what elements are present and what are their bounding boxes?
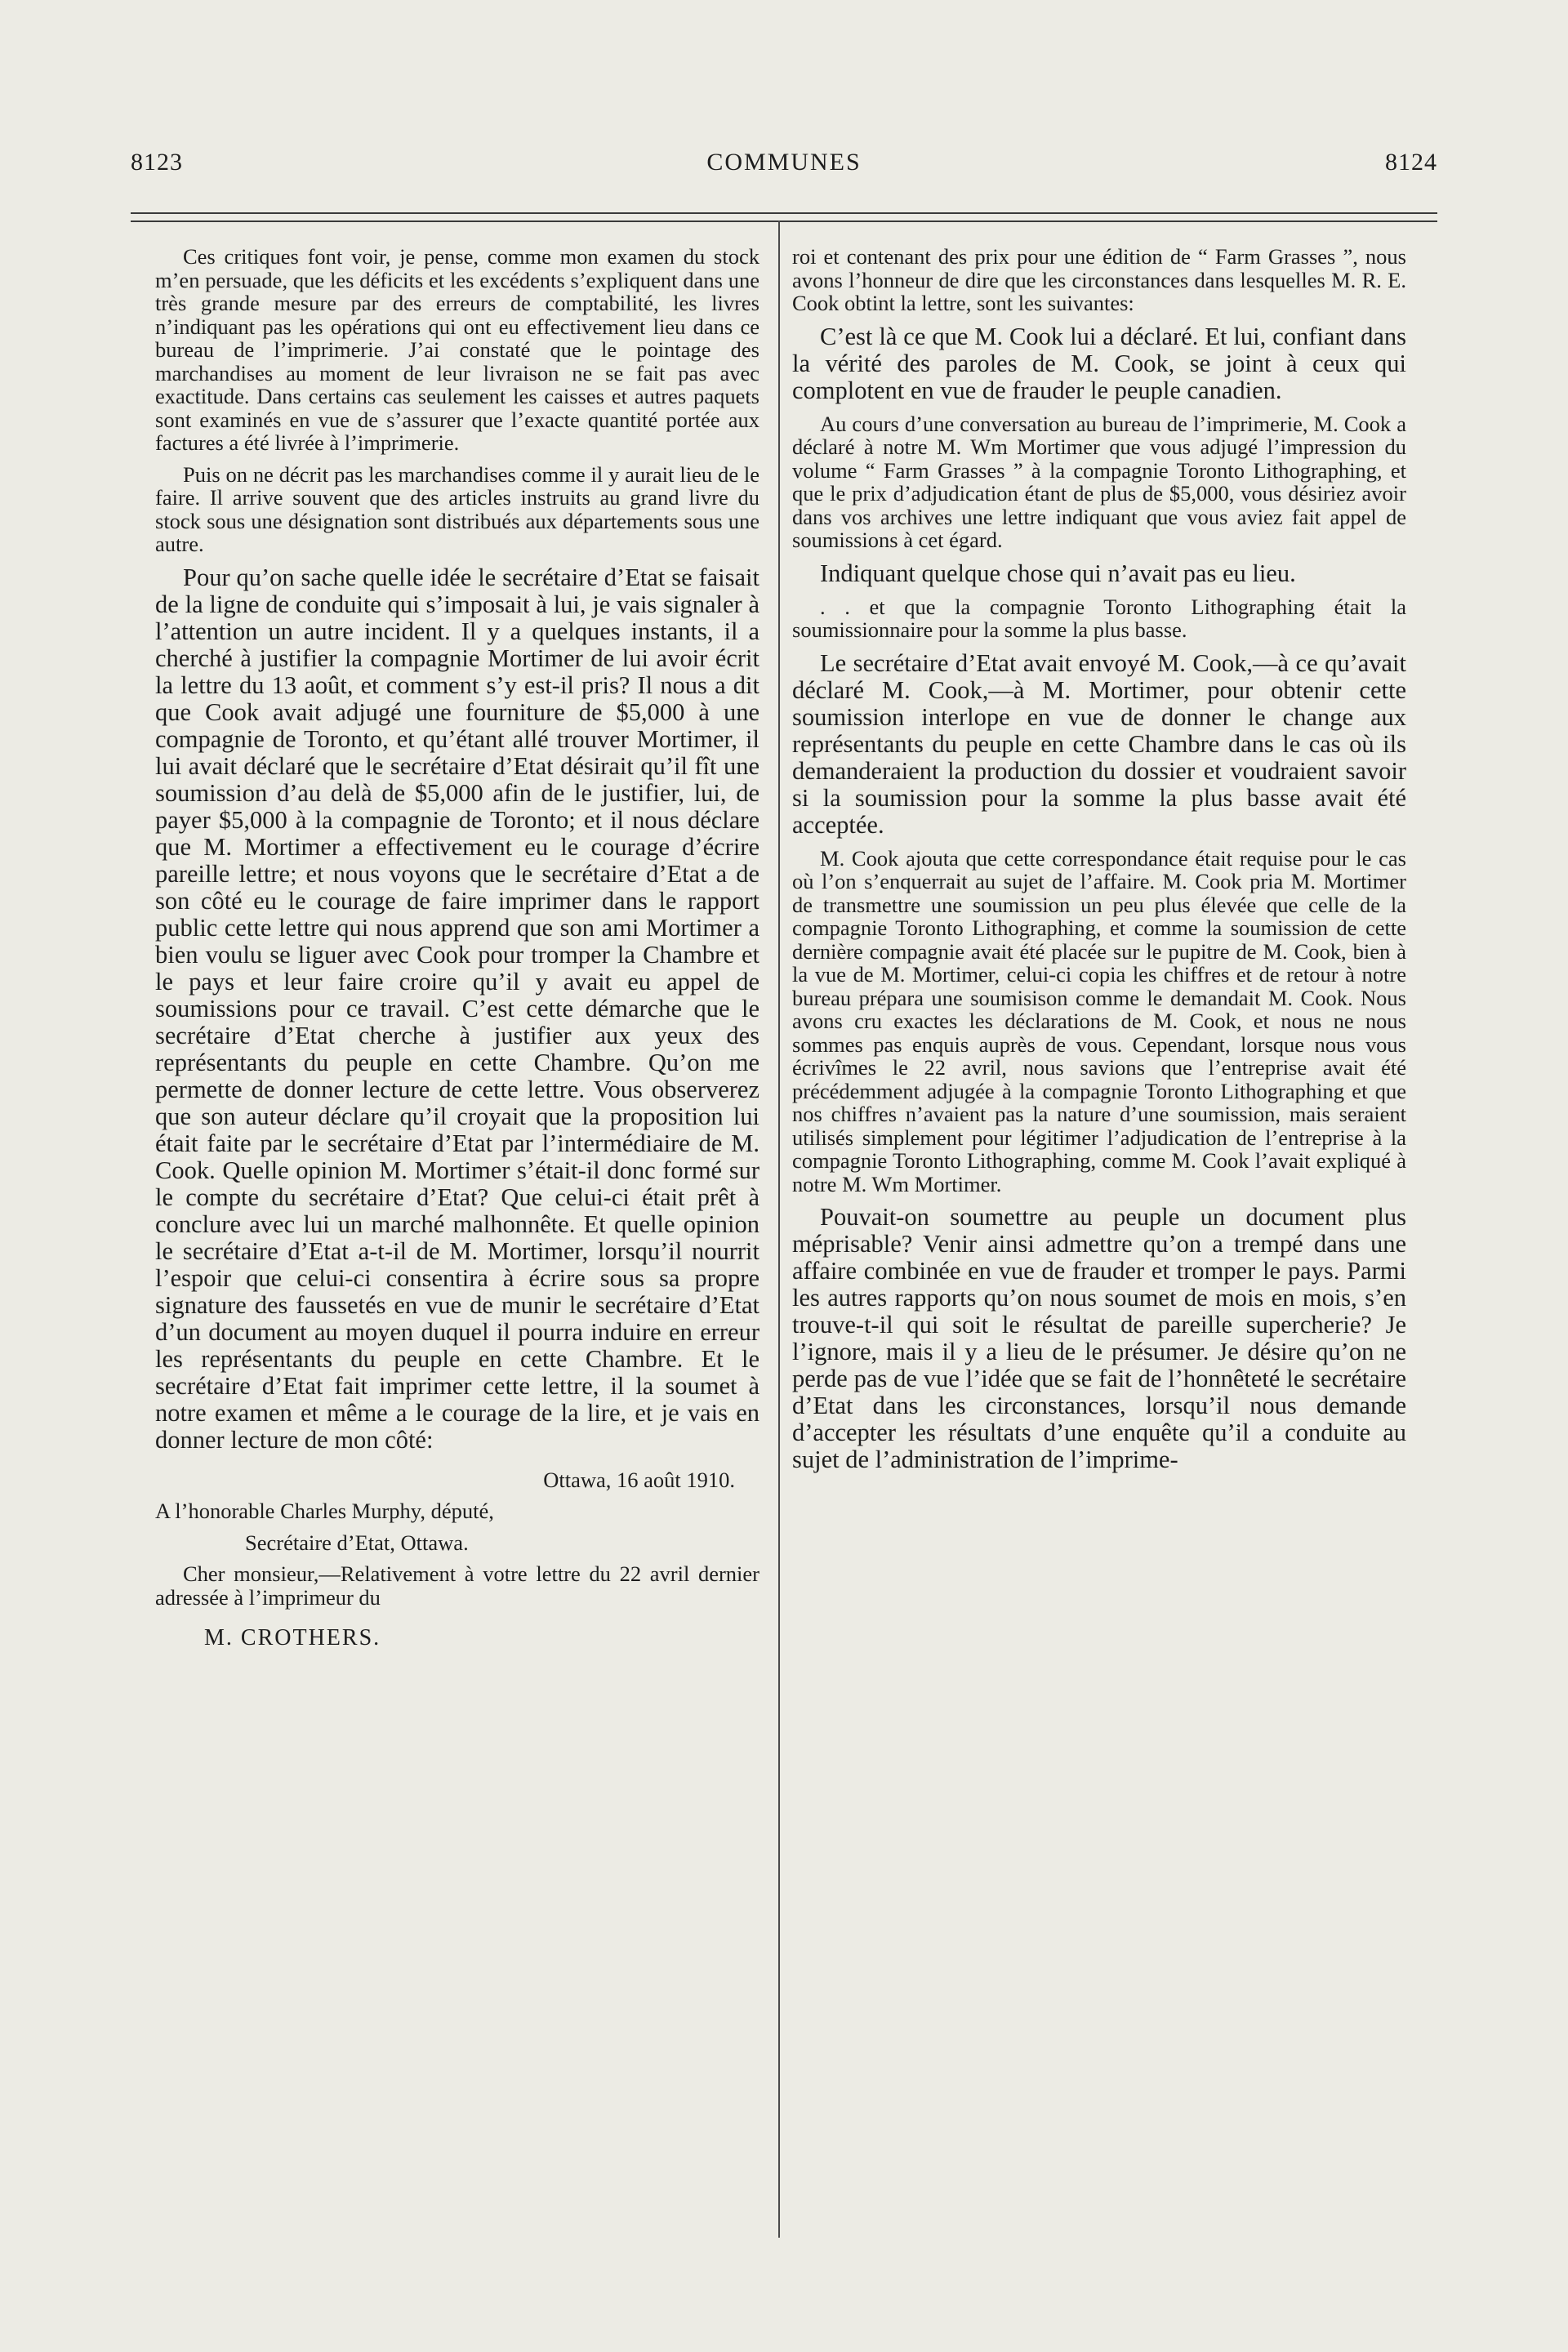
- paragraph: . . et que la compagnie Toronto Lithographing était la soumissionnaire pour la somme la plus basse.: [792, 594, 1406, 642]
- left-page-number: 8123: [131, 149, 183, 176]
- letter-date: Ottawa, 16 août 1910.: [543, 1467, 735, 1492]
- paragraph: Le secrétaire d’Etat avait envoyé M. Cook,—à ce qu’avait déclaré M. Cook,—à M. Mortimer, pour obtenir cette soumission interlope en vue de donner le change aux représentants du peuple en cette Chambre dans le cas où ils demanderaient la production du dossier et voudraient savoir si la soumission pour la somme la plus basse avait été acceptée.: [792, 648, 1406, 839]
- letter-address-line-2: Secrétaire d’Etat, Ottawa.: [245, 1530, 469, 1555]
- left-column: [155, 245, 760, 1651]
- page-header: [131, 149, 1437, 189]
- letter-address: A l’honorable Charles Murphy, député,: [155, 1499, 494, 1523]
- paragraph: Au cours d’une conversation au bureau de l’imprimerie, M. Cook a déclaré à notre M. Wm Mortimer que vous adjugé l’impression du volume “ Farm Grasses ” à la compagnie Toronto Lithographing, et que le prix d’adjudication étant de plus de $5,000, vous désiriez avoir dans vos archives une lettre indiquant que vous aviez fait appel de soumissions à cet égard.: [792, 411, 1406, 552]
- header-rule-top: [131, 212, 1437, 214]
- paragraph: C’est là ce que M. Cook lui a déclaré. Et lui, confiant dans la vérité des paroles de M. Cook, se joint à ceux qui complotent en vue de frauder le peuple canadien.: [792, 322, 1406, 404]
- paragraph: M. Cook ajouta que cette correspondance était requise pour le cas où l’on s’enquerrait au sujet de l’affaire. M. Cook pria M. Mortimer de transmettre une soumission un peu plus élevée que celle de la compagnie Toronto Lithographing, et comme la soumission de cette dernière compagnie avait été placée sur le pupitre de M. Cook, bien à la vue de M. Mortimer, celui-ci copia les chiffres et de retour à notre bureau prépara une soumisison comme le demandait M. Cook. Nous avons cru exactes les déclarations de M. Cook, et nous ne nous sommes pas enquis auprès de vous. Cependant, lorsque nous vous écrivîmes le 22 avril, nous savions que l’entreprise avait été précédemment adjugée à la compagnie Toronto Lithographing et que nos chiffres n’avaient pas la nature d’une soumission, mais seraient utilisés simplement pour légitimer l’adjudication de l’entreprise à la compagnie Toronto Lithographing, comme M. Cook l’avait expliqué à notre M. Wm Mortimer.: [792, 845, 1406, 1196]
- right-page-number: 8124: [1385, 149, 1437, 176]
- paragraph: Ces critiques font voir, je pense, comme mon examen du stock m’en persuade, que les déficits et les excédents s’expliquent dans une très grande mesure par des erreurs de comptabilité, les livres n’indiquant pas les opérations qui ont eu effectivement lieu dans ce bureau de l’imprimerie. J’ai constaté que le pointage des marchandises au moment de leur livraison ne se fait pas avec exactitude. Dans certains cas seulement les caisses et autres paquets sont examinés en vue de s’assurer que l’exacte quantité portée aux factures a été livrée à l’imprimerie.: [155, 244, 760, 455]
- paragraph: Pouvait-on soumettre au peuple un document plus méprisable? Venir ainsi admettre qu’on a trempé dans une affaire combinée en vue de frauder et tromper le pays. Parmi les autres rapports qu’on nous soumet de mois en mois, s’en trouve-t-il qui soit le résultat de pareille supercherie? Je l’ignore, mais il y a lieu de le présumer. Je désire qu’on ne perde pas de vue l’idée que se fait de l’honnêteté le secrétaire d’Etat dans les circonstances, lorsqu’il nous demande d’accepter les résultats d’une enquête qu’il a conduite au sujet de l’administration de l’imprime-: [792, 1203, 1406, 1473]
- paragraph: Pour qu’on sache quelle idée le secrétaire d’Etat se faisait de la ligne de conduite qui s’imposait à lui, je vais signaler à l’attention un autre incident. Il y a quelques instants, il a cherché à justifier la compagnie Mortimer de lui avoir écrit la lettre du 13 août, et comment s’y est-il pris? Il nous a dit que Cook avait adjugé une fourniture de $5,000 à une compagnie de Toronto, et qu’étant allé trouver Mortimer, il lui avait déclaré que le secrétaire d’Etat désirait qu’il fît une soumission d’au delà de $5,000 afin de le justifier, lui, de payer $5,000 à la compagnie de Toronto; et il nous déclare que M. Mortimer a effectivement eu le courage d’écrire pareille lettre; et nous voyons que le secrétaire d’Etat a de son côté eu le courage de faire imprimer dans le rapport public cette lettre qui nous apprend que son ami Mortimer a bien voulu se liguer avec Cook pour tromper la Chambre et le pays et leur faire croire qu’il y avait eu appel de soumissions pour ce travail. C’est cette démarche que le secrétaire d’Etat cherche à justifier aux yeux des représentants du peuple en cette Chambre. Qu’on me permette de donner lecture de cette lettre. Vous observerez que son auteur déclare qu’il croyait que la proposition lui était faite par le secrétaire d’Etat par l’intermédiaire de M. Cook. Quelle opinion M. Mortimer s’était-il donc formé sur le compte du secrétaire d’Etat? Que celui-ci était prêt à conclure avec lui un marché malhonnête. Et quelle opinion le secrétaire d’Etat a-t-il de M. Mortimer, lorsqu’il nourrit l’espoir que celui-ci consentira à écrire sous sa propre signature des faussetés en vue de munir le secrétaire d’Etat d’un document au moyen duquel il pourra induire en erreur les représentants du peuple en cette Chambre. Et le secrétaire d’Etat fait imprimer cette lettre, il la soumet à notre examen et même a le courage de la lire, et je vais en donner lecture de mon côté:: [155, 563, 760, 1454]
- paragraph: Puis on ne décrit pas les marchandises comme il y aurait lieu de le faire. Il arrive souvent que des articles instruits au grand livre du stock sous une désignation sont distribués aux départements sous une autre.: [155, 461, 760, 556]
- paragraph: roi et contenant des prix pour une édition de “ Farm Grasses ”, nous avons l’honneur de dire que les circonstances dans lesquelles M. R. E. Cook obtint la lettre, sont les suivantes:: [792, 244, 1406, 315]
- column-divider: [778, 220, 780, 2238]
- right-column: [792, 245, 1406, 1473]
- paragraph: Indiquant quelque chose qui n’avait pas eu lieu.: [820, 559, 1296, 587]
- page-title: COMMUNES: [706, 149, 862, 176]
- speaker-name: M. CROTHERS.: [204, 1625, 381, 1650]
- letter-salutation: Cher monsieur,—Relativement à votre lettre du 22 avril dernier adressée à l’imprimeur du: [155, 1561, 760, 1610]
- header-rule-bottom: [131, 220, 1437, 222]
